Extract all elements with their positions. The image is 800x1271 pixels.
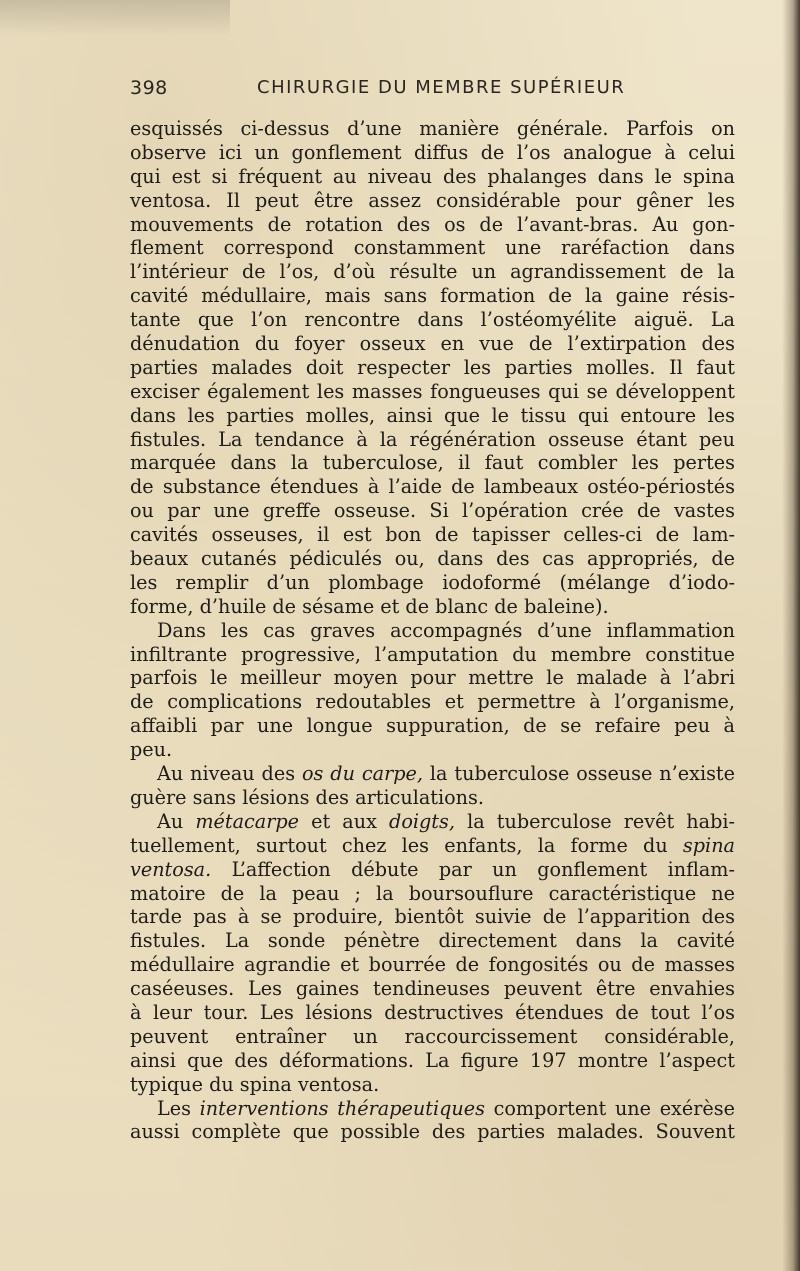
text-fragment: L’affection débute par un gonflement inflam- <box>231 857 735 881</box>
italic-term: os du carpe, <box>301 762 423 786</box>
text-line: de substance étendues à l’aide de lambeaux ostéo-périostés <box>130 475 735 499</box>
text-fragment: comportent une exérèse <box>493 1096 735 1120</box>
text-fragment: Au <box>157 809 184 833</box>
italic-term: spina <box>682 833 735 857</box>
text-fragment: tuellement, surtout chez les enfants, la forme du <box>130 833 668 857</box>
page-number: 398 <box>130 77 168 99</box>
text-line: qui est si fréquent au niveau des phalanges dans le spina <box>130 164 735 188</box>
text-line <box>130 1097 735 1121</box>
text-line: tarde pas à se produire, bientôt suivie de l’apparition des <box>130 905 735 929</box>
text-line: observe ici un gonflement diffus de l’os analogue à celui <box>130 140 735 164</box>
text-line: à leur tour. Les lésions destructives étendues de tout l’os <box>130 1000 735 1024</box>
text-fragment: Les <box>157 1096 191 1120</box>
text-line: fistules. La sonde pénètre directement dans la cavité <box>130 929 735 953</box>
text-fragment: et aux <box>311 809 377 833</box>
text-line: affaibli par une longue suppuration, de se refaire peu à <box>130 714 735 738</box>
italic-term: interventions thérapeutiques <box>199 1096 485 1120</box>
text-fragment: la tuberculose revêt habi- <box>467 809 735 833</box>
text-line: aussi complète que possible des parties malades. Souvent <box>130 1120 735 1144</box>
text-line: ou par une greffe osseuse. Si l’opération crée de vastes <box>130 499 735 523</box>
text-line <box>130 810 735 834</box>
text-line: parfois le meilleur moyen pour mettre le malade à l’abri <box>130 666 735 690</box>
text-line: esquissés ci-dessus d’une manière générale. Parfois on <box>130 117 735 140</box>
body-text <box>130 117 735 1144</box>
text-line: ventosa. Il peut être assez considérable pour gêner les <box>130 188 735 212</box>
italic-term: doigts, <box>389 809 455 833</box>
text-line: cavités osseuses, il est bon de tapisser celles-ci de lam- <box>130 523 735 547</box>
page-edge-shadow <box>782 0 800 1271</box>
text-line: typique du spina ventosa. <box>130 1072 380 1096</box>
text-line: les remplir d’un plombage iodoformé (mélange d’iodo- <box>130 570 735 594</box>
italic-term: ventosa. <box>130 857 212 881</box>
text-line: tante que l’on rencontre dans l’ostéomyélite aiguë. La <box>130 308 735 332</box>
text-line: flement correspond constamment une raréfaction dans <box>130 236 735 260</box>
text-line: peuvent entraîner un raccourcissement considérable, <box>130 1024 735 1048</box>
text-line: dans les parties molles, ainsi que le tissu qui entoure les <box>130 403 735 427</box>
page-header <box>130 77 735 103</box>
text-line: infiltrante progressive, l’amputation du membre constitue <box>130 642 735 666</box>
text-line <box>130 834 735 858</box>
running-title: CHIRURGIE DU MEMBRE SUPÉRIEUR <box>257 77 626 98</box>
text-line: médullaire agrandie et bourrée de fongosités ou de masses <box>130 953 735 977</box>
text-line: cavité médullaire, mais sans formation de la gaine résis- <box>130 284 735 308</box>
text-line: peu. <box>130 738 173 762</box>
text-line: Dans les cas graves accompagnés d’une inflammation <box>157 618 735 642</box>
text-line <box>130 762 735 786</box>
text-fragment: Au niveau des <box>157 762 296 786</box>
text-line: guère sans lésions des articulations. <box>130 785 484 809</box>
text-fragment: la tuberculose osseuse n’existe <box>429 762 735 786</box>
text-line: dénudation du foyer osseux en vue de l’extirpation des <box>130 332 735 356</box>
text-line: matoire de la peau ; la boursouflure caractéristique ne <box>130 881 735 905</box>
text-line: de complications redoutables et permettre à l’organisme, <box>130 690 735 714</box>
text-line: mouvements de rotation des os de l’avant-bras. Au gon- <box>130 212 735 236</box>
text-line: marquée dans la tuberculose, il faut combler les pertes <box>130 451 735 475</box>
text-line: exciser également les masses fongueuses qui se développent <box>130 379 735 403</box>
text-line <box>130 858 735 882</box>
text-line: forme, d’huile de sésame et de blanc de baleine). <box>130 594 609 618</box>
text-line: caséeuses. Les gaines tendineuses peuvent être envahies <box>130 977 735 1001</box>
italic-term: métacarpe <box>195 809 300 833</box>
text-line: l’intérieur de l’os, d’où résulte un agrandissement de la <box>130 260 735 284</box>
text-line: beaux cutanés pédiculés ou, dans des cas appropriés, de <box>130 547 735 571</box>
text-line: ainsi que des déformations. La figure 197 montre l’aspect <box>130 1048 735 1072</box>
scan-smudge <box>0 0 230 36</box>
text-line: fistules. La tendance à la régénération osseuse étant peu <box>130 427 735 451</box>
text-line: parties malades doit respecter les parties molles. Il faut <box>130 355 735 379</box>
